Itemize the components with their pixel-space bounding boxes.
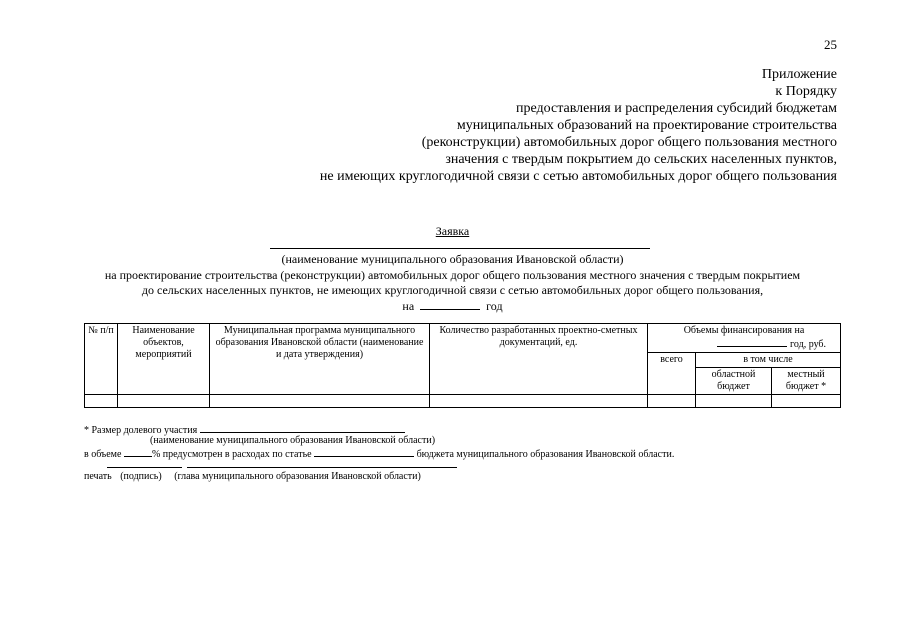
table-cell[interactable] <box>772 395 841 408</box>
stamp-label: печать <box>84 471 112 482</box>
funding-table <box>84 323 841 408</box>
funding-year-row <box>650 337 838 351</box>
col-local-header: местный бюджет * <box>772 368 841 395</box>
signature-lines <box>84 458 457 471</box>
municipality-name-caption: (наименование муниципального образования Ивановской области) <box>281 252 624 266</box>
year-suffix: год <box>486 299 503 313</box>
col-docs-header: Количество разработанных проектно-сметных документаций, ед. <box>430 324 648 395</box>
col-funding-header <box>648 324 841 353</box>
share-blank <box>200 423 405 433</box>
appendix-header <box>217 66 837 185</box>
funding-year-blank <box>717 337 787 347</box>
stamp-line <box>107 458 182 468</box>
col-name-header: Наименование объектов, мероприятий <box>118 324 210 395</box>
application-subject <box>60 268 845 298</box>
appendix-line: Приложение <box>761 67 837 82</box>
col-regional-header: областной бюджет <box>696 368 772 395</box>
volume-suffix: бюджета муниципального образования Ивановской области. <box>416 449 675 460</box>
share-prefix: * Размер долевого участия <box>84 425 198 436</box>
signature-line <box>187 458 457 468</box>
signature-captions <box>84 471 421 482</box>
signature-caption: (подпись) <box>120 471 162 482</box>
col-total-header: всего <box>648 353 696 395</box>
appendix-line: к Порядку <box>775 84 837 99</box>
table-cell[interactable] <box>696 395 772 408</box>
table-row <box>85 395 841 408</box>
share-caption: (наименование муниципального образования Ивановской области) <box>150 435 436 446</box>
percent-blank <box>124 447 152 457</box>
subject-line: до сельских населенных пунктов, не имеющих круглогодичной связи с сетью автомобильных дорог общего пользования, <box>141 283 764 297</box>
head-caption: (глава муниципального образования Ивановской области) <box>174 471 421 482</box>
col-program-header: Муниципальная программа муниципального образования Ивановской области (наименование и дата утверждения) <box>210 324 430 395</box>
table-cell[interactable] <box>430 395 648 408</box>
funding-title: Объемы финансирования на <box>683 325 805 336</box>
table-cell[interactable] <box>85 395 118 408</box>
appendix-line: значения с твердым покрытием до сельских населенных пунктов, <box>445 152 837 167</box>
appendix-line: предоставления и распределения субсидий бюджетам <box>515 101 837 116</box>
year-prefix: на <box>402 299 415 313</box>
subject-line: на проектирование строительства (реконструкции) автомобильных дорог общего пользования местного значения с твердым покрытием <box>104 268 801 282</box>
municipality-name-line <box>270 248 650 249</box>
table-cell[interactable] <box>210 395 430 408</box>
funding-year: год, руб. <box>790 339 827 350</box>
appendix-line: муниципальных образований на проектирование строительства <box>456 118 837 133</box>
appendix-line: (реконструкции) автомобильных дорог общего пользования местного <box>421 135 837 150</box>
year-blank <box>420 298 480 310</box>
volume-middle: % предусмотрен в расходах по статье <box>151 449 312 460</box>
col-num-header: № п/п <box>85 324 118 395</box>
appendix-line: не имеющих круглогодичной связи с сетью автомобильных дорог общего пользования <box>319 169 837 184</box>
table-cell[interactable] <box>648 395 696 408</box>
volume-prefix: в объеме <box>84 449 122 460</box>
table-cell[interactable] <box>118 395 210 408</box>
year-line <box>0 298 905 314</box>
page-number: 25 <box>824 37 837 52</box>
form-title: Заявка <box>435 224 470 238</box>
col-including-header: в том числе <box>696 353 841 368</box>
article-blank <box>314 447 414 457</box>
